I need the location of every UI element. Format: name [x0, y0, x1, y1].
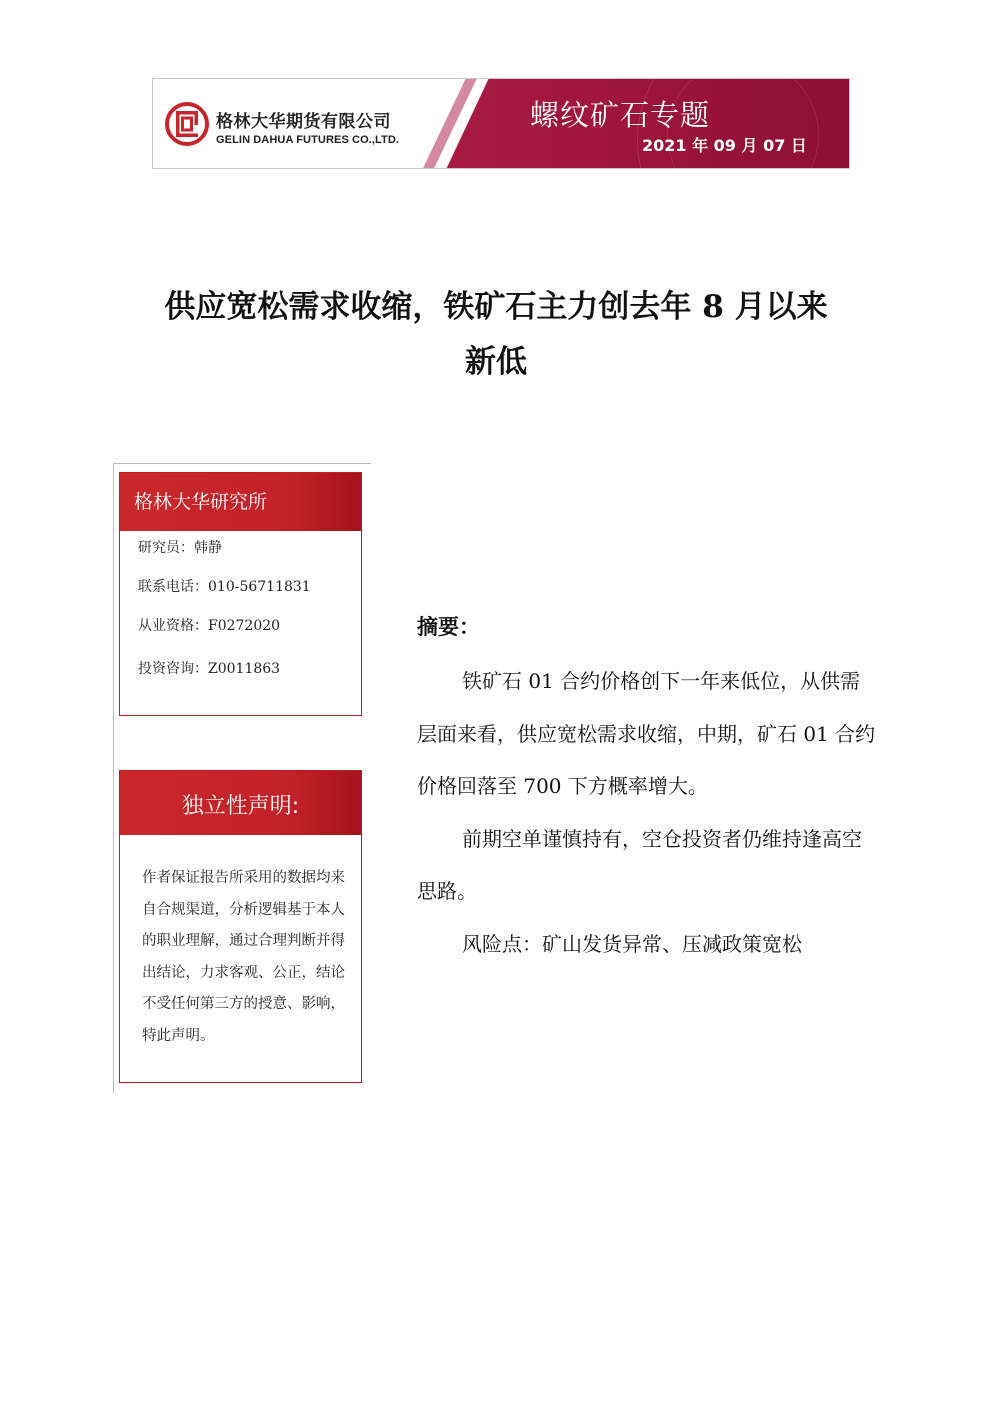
- summary-body: [417, 655, 877, 970]
- summary-heading: 摘要：: [417, 614, 480, 639]
- phone-line: 联系电话：010-56711831: [138, 579, 311, 595]
- summary-paragraph-3: 风险点：矿山发货异常、压减政策宽松: [462, 931, 802, 956]
- report-type: 螺纹矿石专题: [530, 98, 711, 132]
- header-banner: [152, 78, 850, 169]
- institute-box: [119, 472, 362, 716]
- researcher-line: 研究员：韩静: [138, 540, 222, 556]
- declaration-box: [119, 770, 362, 1083]
- declaration-title: 独立性声明:: [181, 794, 300, 819]
- gelin-dahua-logo-icon: [165, 102, 209, 146]
- title-line-2: 新低: [465, 344, 527, 380]
- company-name-cn: 格林大华期货有限公司: [216, 112, 391, 132]
- consulting-line: 投资咨询：Z0011863: [138, 661, 281, 677]
- institute-header: [120, 473, 361, 531]
- summary-paragraph-2: 前期空单谨慎持有，空仓投资者仍维持逢高空思路。: [417, 826, 862, 903]
- declaration-text: 作者保证报告所采用的数据均来自合规渠道，分析逻辑基于本人的职业理解，通过合理判断并得出结论，力求客观、公正，结论不受任何第三方的授意、影响，特此声明。: [142, 870, 345, 1044]
- company-name-en: GELIN DAHUA FUTURES CO.,LTD.: [216, 134, 400, 146]
- declaration-header: [120, 771, 361, 835]
- summary-paragraph-1: 铁矿石 01 合约价格创下一年来低位，从供需层面来看，供应宽松需求收缩，中期，矿石 01 合约价格回落至 700 下方概率增大。: [417, 669, 876, 798]
- qualification-line: 从业资格：F0272020: [138, 618, 281, 634]
- report-date: 2021 年 09 月 07 日: [642, 136, 807, 155]
- institute-name: 格林大华研究所: [134, 491, 268, 513]
- document-title: [120, 280, 872, 390]
- title-line-1: 供应宽松需求收缩，铁矿石主力创去年 8 月以来: [164, 289, 828, 325]
